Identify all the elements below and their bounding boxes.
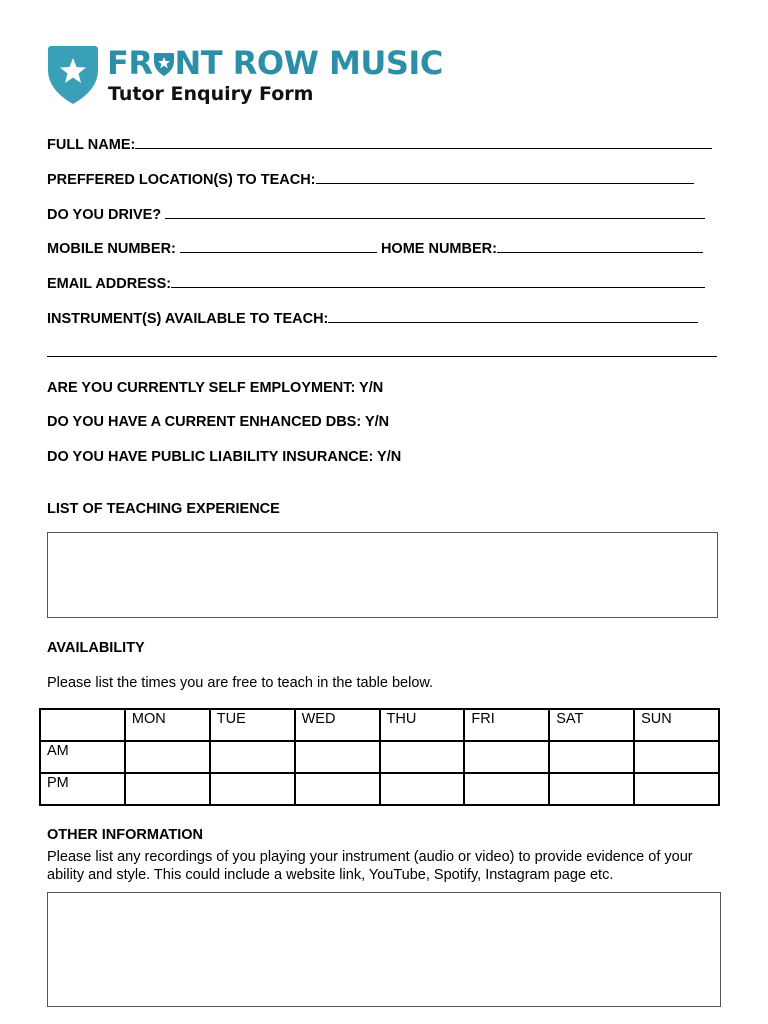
day-header-mon: MON <box>125 709 210 741</box>
row-label-am: AM <box>40 741 125 773</box>
day-header-fri: FRI <box>464 709 549 741</box>
am-sat-cell[interactable] <box>549 741 634 773</box>
table-corner-cell <box>40 709 125 741</box>
day-header-sun: SUN <box>634 709 719 741</box>
form-title: Tutor Enquiry Form <box>108 83 314 105</box>
availability-heading: AVAILABILITY <box>47 640 145 656</box>
mobile-label: MOBILE NUMBER: <box>47 241 176 257</box>
email-label: EMAIL ADDRESS: <box>47 276 172 292</box>
location-label: PREFFERED LOCATION(S) TO TEACH: <box>47 172 316 188</box>
other-info-textbox[interactable] <box>47 892 721 1007</box>
instruments-field[interactable] <box>328 310 698 323</box>
dbs-question[interactable]: DO YOU HAVE A CURRENT ENHANCED DBS: Y/N <box>47 414 390 430</box>
drive-field[interactable] <box>165 206 705 219</box>
pick-icon <box>153 51 175 77</box>
self-employment-question[interactable]: ARE YOU CURRENTLY SELF EMPLOYMENT: Y/N <box>47 380 384 396</box>
drive-row <box>47 206 705 224</box>
email-row <box>47 275 705 293</box>
pm-wed-cell[interactable] <box>295 773 380 805</box>
instruments-continued-field[interactable] <box>47 344 717 357</box>
brand-name: FR NT ROW MUSIC <box>107 44 443 82</box>
location-field[interactable] <box>316 171 694 184</box>
other-info-heading: OTHER INFORMATION <box>47 827 203 843</box>
table-header-row <box>40 709 719 741</box>
table-row <box>40 773 719 805</box>
pm-sun-cell[interactable] <box>634 773 719 805</box>
table-row <box>40 741 719 773</box>
row-label-pm: PM <box>40 773 125 805</box>
full-name-label: FULL NAME: <box>47 137 136 153</box>
day-header-tue: TUE <box>210 709 295 741</box>
phone-row <box>47 240 703 258</box>
experience-heading: LIST OF TEACHING EXPERIENCE <box>47 501 280 517</box>
day-header-wed: WED <box>295 709 380 741</box>
other-info-text: Please list any recordings of you playing your instrument (audio or video) to provide evidence of your ability and style. This could include a website link, YouTube, Spotify, Instagram page etc. <box>47 849 693 883</box>
instruments-row <box>47 310 698 328</box>
am-wed-cell[interactable] <box>295 741 380 773</box>
am-fri-cell[interactable] <box>464 741 549 773</box>
pm-mon-cell[interactable] <box>125 773 210 805</box>
pm-fri-cell[interactable] <box>464 773 549 805</box>
full-name-field[interactable] <box>135 136 712 149</box>
pm-tue-cell[interactable] <box>210 773 295 805</box>
logo <box>47 40 443 108</box>
email-field[interactable] <box>171 275 705 288</box>
day-header-thu: THU <box>380 709 465 741</box>
availability-table <box>39 708 720 806</box>
am-mon-cell[interactable] <box>125 741 210 773</box>
location-row <box>47 171 694 189</box>
am-tue-cell[interactable] <box>210 741 295 773</box>
home-field[interactable] <box>497 240 703 253</box>
am-thu-cell[interactable] <box>380 741 465 773</box>
drive-label: DO YOU DRIVE? <box>47 207 162 223</box>
pm-sat-cell[interactable] <box>549 773 634 805</box>
am-sun-cell[interactable] <box>634 741 719 773</box>
day-header-sat: SAT <box>549 709 634 741</box>
experience-textbox[interactable] <box>47 532 718 618</box>
star-shield-icon <box>47 44 99 106</box>
home-label: HOME NUMBER: <box>380 241 497 257</box>
availability-instructions: Please list the times you are free to teach in the table below. <box>47 675 434 691</box>
insurance-question[interactable]: DO YOU HAVE PUBLIC LIABILITY INSURANCE: Y/N <box>47 449 402 465</box>
pm-thu-cell[interactable] <box>380 773 465 805</box>
full-name-row <box>47 136 712 154</box>
mobile-field[interactable] <box>180 240 377 253</box>
instruments-label: INSTRUMENT(S) AVAILABLE TO TEACH: <box>47 311 329 327</box>
instruments-continued-row <box>47 344 717 362</box>
